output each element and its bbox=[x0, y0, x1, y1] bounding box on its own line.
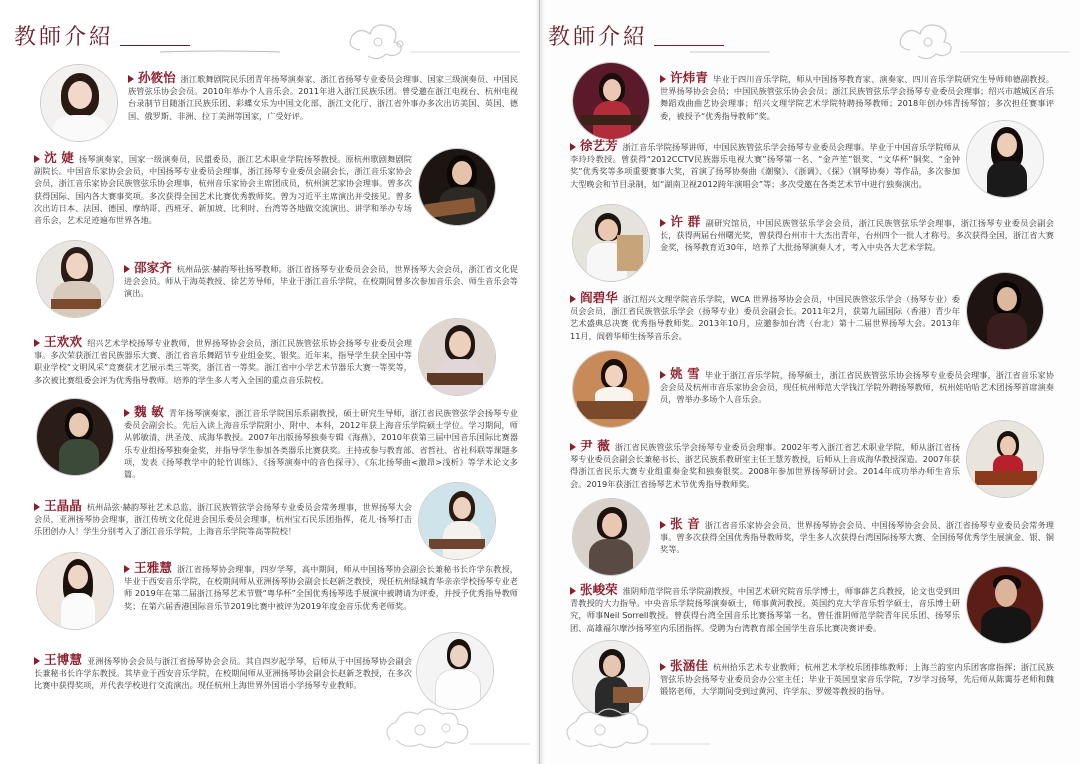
teacher-bio: 浙江音乐学院扬琴讲师，中国民族管弦乐学会扬琴专业委员会理事。毕业于中国音乐学院师从李玲玲教授。曾获得“2012CCTV民族器乐电视大赛”扬琴第一名、“金芦笙”银奖、“文华杯”铜奖、“金钟奖”优秀奖等多项重要赛事大奖，首演了扬琴协奏曲《潮聚》、《浙调》、《探》（钢琴协奏）等作品，多次参加大型晚会和节目录制，如“湖南卫视2012跨年演唱会”等；多次受邀在各类艺术节中进行独奏演出。 bbox=[570, 142, 960, 189]
teacher-photo bbox=[36, 552, 114, 630]
teacher-bio: 淮阴师范学院音乐学院副教授，中国艺术研究院音乐学博士，师事薛艺兵教授，论文也受到田青教授的大力指导。中央音乐学院扬琴演奏硕士，师事黄河教授。英国约克大学音乐哲学硕士，音乐博士研究，师事Neil Sorrell教授。曾获得台湾全国音乐比赛扬琴第一名，曾任淮阴师范学院青年民乐团、扬琴乐团、高雄福尔摩沙扬琴室内乐团指挥。受聘为台湾教育部全国学生音乐比赛决赛评委。 bbox=[570, 586, 960, 633]
teacher-name: 尹 薇 bbox=[580, 438, 610, 453]
teacher-bio: 毕业于四川音乐学院，师从中国扬琴教育家、演奏家、四川音乐学院研究生导师帅德副教授。世界扬琴协会会员；中国民族管弦乐协会会员；浙江民族管弦乐学会扬琴专业委员会理事；绍兴市越城区音乐舞蹈戏曲曲艺协会理事；绍兴文理学院艺术学院特聘扬琴教师；2018年创办炜青扬琴馆；多次担任赛事评委，被授予“优秀指导教师”奖。 bbox=[660, 74, 1054, 121]
teacher-name: 姚 雪 bbox=[670, 366, 700, 381]
teacher-bio: 绍兴艺术学校扬琴专业教师，世界扬琴协会会员，浙江民族管弦乐协会扬琴专业委员会理事。多次荣获浙江省民族器乐大赛、浙江省音乐舞蹈节专业组金奖、银奖。近年来，指导学生获全国中等职业学校“文明风采”竞赛获才艺展示类三等奖，浙江省一等奖。浙江省中小学艺术节器乐大赛一等奖等，多次被比赛组委会评为优秀指导教师。培养的学生多人考入全国的重点音乐院校。 bbox=[34, 338, 412, 385]
bullet-triangle-icon bbox=[570, 587, 576, 595]
bullet-triangle-icon bbox=[660, 663, 666, 671]
teacher-bio-block bbox=[660, 72, 1054, 122]
teacher-photo bbox=[572, 498, 650, 576]
teacher-bio-block bbox=[128, 72, 518, 122]
cloud-ornament-icon bbox=[380, 700, 530, 760]
teacher-name: 张峻荣 bbox=[580, 582, 618, 597]
teacher-bio-block bbox=[660, 660, 1054, 698]
teacher-bio: 浙江歌舞剧院民乐团青年扬琴演奏家、浙江省扬琴专业委员会理事、国家三级演奏员、中国民族管弦乐协会会员。2010年举办个人音乐会。2011年进入浙江民族乐团。曾受邀在浙江电视台、杭州电视台录制节目随浙江民族乐团、彩蝶女乐为中国文化部、浙江文化厅、浙江省外事办多次出访美国、英国、德国、俄罗斯、非洲、拉丁美洲等国家，广受好评。 bbox=[128, 74, 518, 121]
teacher-name: 孙筱怡 bbox=[138, 70, 176, 85]
teacher-photo bbox=[418, 482, 496, 560]
teacher-name: 许 群 bbox=[670, 214, 701, 229]
teacher-photo bbox=[966, 566, 1044, 644]
teacher-bio: 青年扬琴演奏家，浙江音乐学院国乐系副教授，硕士研究生导师，浙江省民族管弦学会扬琴专业委员会副会长。先后入读上海音乐学院附小、附中、本科，2012年获上海音乐学院硕士学位。学习期间，师从郭敏清、洪圣茂、成海华教授。2007年出版扬琴独奏专辑《海燕》，2010年获第三届中国音乐国际比赛器乐专业组扬琴独奏金奖，并指导学生参加各类器乐比赛获奖。主持或参与教育部、省哲社、省社科联等课题多项，发表《扬琴教学中的轮竹训练》、《扬琴演奏中的音色探寻》、《东北扬琴曲<激昂>浅析》等学术论文多篇。 bbox=[124, 408, 518, 480]
bullet-triangle-icon bbox=[124, 565, 130, 573]
teacher-bio: 毕业于浙江音乐学院，扬琴硕士，浙江省民族管弦乐协会扬琴专业委员会理事，浙江省音乐家协会会员及杭州市音乐家协会会员，现任杭州师范大学钱江学院外聘扬琴教师，杭州娃哈哈艺术团扬琴首席演奏员，曾举办多场个人音乐会。 bbox=[660, 370, 1054, 405]
right-page bbox=[540, 0, 1080, 764]
teacher-name: 阎碧华 bbox=[580, 290, 618, 305]
bullet-triangle-icon bbox=[660, 219, 666, 227]
teacher-bio: 浙江省民族管弦乐学会扬琴专业委员会理事。2002年考入浙江省艺术职业学院，师从浙江省扬琴专业委员会副会长兼秘书长、浙艺民族系教研室主任王慧芳教授，后师从上音成海华教授深造。2007年获得浙江省民乐大赛专业组重奏金奖和独奏银奖。2008年参加世界扬琴研讨会。2014年成功举办师生音乐会。2019年获浙江省扬琴艺术节优秀指导教师奖。 bbox=[570, 442, 960, 489]
bullet-triangle-icon bbox=[34, 503, 40, 511]
bullet-triangle-icon bbox=[570, 443, 576, 451]
bullet-triangle-icon bbox=[34, 657, 40, 665]
teacher-name: 王晶晶 bbox=[44, 498, 82, 513]
teacher-name: 王雅慧 bbox=[134, 560, 173, 575]
bullet-triangle-icon bbox=[660, 521, 666, 529]
teacher-photo bbox=[36, 398, 114, 476]
teacher-bio-block bbox=[660, 518, 1054, 556]
teacher-bio-block bbox=[570, 440, 960, 490]
teacher-bio: 亚洲扬琴协会会员与浙江省扬琴协会会员。其自四岁起学琴，后师从于中国扬琴协会副会长兼秘书长许学东教授。其毕业于西安音乐学院，在校期间师从亚洲扬琴协会副会长赵新芝教授，在多次比赛中获得奖项，并代表学校进行交流演出。现任杭州上海世界外国语小学扬琴专业教师。 bbox=[34, 656, 412, 691]
bullet-triangle-icon bbox=[34, 339, 40, 347]
teacher-bio: 浙江省扬琴协会理事，四岁学琴，高中期间，师从中国扬琴协会副会长兼秘书长许学东教授，毕业于西安音乐学院，在校期间师从亚洲扬琴协会副会长赵新芝教授，现任杭州绿城育华亲亲学校扬琴专业老师 2019年在第二届浙江扬琴艺术节暨“粤华杯”全国优秀扬琴选手展演中被聘请为评委，并授予优秀指导教师奖；在第六届香港国际音乐节2019比赛中被评为2019年度金音乐优秀老师奖。 bbox=[124, 564, 518, 611]
teacher-photo bbox=[36, 240, 114, 318]
teacher-photo bbox=[572, 204, 650, 282]
teacher-photo bbox=[418, 148, 496, 226]
teacher-name: 张 音 bbox=[670, 516, 700, 531]
page-title: 教師介紹 bbox=[14, 25, 115, 50]
teacher-bio: 扬琴演奏家，国家一级演奏员，民盟委员，浙江艺术职业学院扬琴教授。原杭州歌剧舞剧院副院长。中国音乐家协会会员，中国扬琴专业委员会理事，浙江扬琴专业委员会副会长，浙江音乐家协会会员，浙江音乐家协会民族管弦乐协会理事，杭州音乐家协会主席团成员，杭州演艺家协会理事。曾多次获得国际、国内各大赛事奖项。多次获得全国艺术比赛优秀教师奖。曾为习近平主席演出并受接见。曾多次出访日本、法国、德国、摩纳哥、西班牙、新加坡、比利时、台湾等各地做交流演出、讲学和举办专场音乐会，艺术足迹遍布世界各地。 bbox=[34, 154, 412, 226]
bullet-triangle-icon bbox=[660, 75, 666, 83]
cloud-ornament-icon bbox=[690, 22, 1070, 62]
bullet-triangle-icon bbox=[124, 265, 130, 273]
teacher-bio-block bbox=[660, 368, 1054, 406]
teacher-bio: 浙江省音乐家协会会员、世界扬琴协会会员、中国扬琴协会会员、浙江省扬琴专业委员会常务理事。曾多次获得全国优秀指导教师奖，学生多人次获得台湾国际扬琴大赛、全国扬琴优秀学生展演金、银、铜奖等。 bbox=[660, 520, 1054, 555]
bullet-triangle-icon bbox=[128, 75, 134, 83]
teacher-bio-block bbox=[570, 584, 960, 634]
page-title: 教師介紹 bbox=[548, 25, 649, 50]
teacher-photo bbox=[966, 120, 1044, 198]
teacher-bio: 副研究馆员，中国民族管弦乐学会会员，浙江民族管弦乐学会理事，浙江扬琴专业委员会副会长，获得两届台州曙光奖，曾获得台州市十大杰出青年，台州四个一批人才称号。多次获得全国，浙江省大赛金奖，扬琴教育近30年，培养了大批扬琴演奏人才，考入中央各大艺术学院。 bbox=[660, 218, 1054, 253]
teacher-photo bbox=[418, 318, 496, 396]
bullet-triangle-icon bbox=[660, 371, 666, 379]
teacher-bio-block bbox=[34, 152, 412, 226]
teacher-bio: 杭州品弦·赫韵琴社艺术总监，浙江民族管弦学会扬琴专业委员会常务理事，世界扬琴大会会员，亚洲扬琴协会理事，浙江传统文化促进会国乐委员会理事，杭州宝石民乐团指挥，花儿·扬琴打击乐团创办人！学生分别考入了浙江音乐学院，上海音乐学院等高等院校！ bbox=[34, 502, 412, 537]
teacher-bio-block bbox=[660, 216, 1054, 254]
teacher-name: 许炜青 bbox=[670, 70, 709, 85]
teacher-bio-block bbox=[124, 406, 518, 480]
teacher-photo bbox=[572, 62, 650, 140]
teacher-bio-block bbox=[124, 562, 518, 612]
teacher-photo bbox=[416, 632, 494, 710]
teacher-bio: 杭州拾乐艺术专业教师；杭州艺术学校乐团排练教师；上海兰韵室内乐团客席指挥；浙江民族管弦乐协会扬琴专业委员会办公室主任；毕业于英国皇家音乐学院，7岁学习扬琴，先后师从陈霭芬老师和魏锻铭老师，大学期间受到过黄河、许学东、罗媛等教授的指导。 bbox=[660, 662, 1054, 697]
teacher-name: 王欢欢 bbox=[44, 334, 83, 349]
teacher-name: 王博慧 bbox=[44, 652, 83, 667]
teacher-photo bbox=[572, 350, 650, 428]
bullet-triangle-icon bbox=[124, 409, 130, 417]
teacher-name: 邵家齐 bbox=[134, 260, 172, 275]
cloud-ornament-icon bbox=[160, 22, 520, 62]
teacher-bio-block bbox=[34, 500, 412, 538]
bullet-triangle-icon bbox=[570, 143, 576, 151]
teacher-photo bbox=[966, 272, 1044, 350]
bullet-triangle-icon bbox=[570, 295, 576, 303]
cloud-ornament-icon bbox=[550, 700, 710, 760]
teacher-bio: 浙江绍兴文理学院音乐学院，WCA 世界扬琴协会会员，中国民族管弦乐学会（扬琴专业）委员会会员，浙江省民族管弦乐学会（扬琴专业）委员会副会长。2011年2月，获第九届国际（香港）青少年艺术盛典总决赛 优秀指导教师奖。2013年10月，应邀参加台湾（台北）第十二届世界扬琴大会。2013年11月，阎碧华师生扬琴音乐会。 bbox=[570, 294, 960, 341]
teacher-bio: 杭州品弦·赫韵琴社扬琴教师。浙江省扬琴专业委员会会员，世界扬琴大会会员，浙江省文化促进会会员。师从于海英教授、徐艺芳导师，毕业于浙江音乐学院，在校期间曾多次参加音乐会、师生音乐会等演出。 bbox=[124, 264, 518, 299]
teacher-photo bbox=[40, 64, 118, 142]
teacher-bio-block bbox=[34, 654, 412, 692]
teacher-bio-block bbox=[570, 292, 960, 342]
teacher-bio-block bbox=[124, 262, 518, 300]
teacher-name: 徐艺芳 bbox=[580, 138, 618, 153]
teacher-bio-block bbox=[570, 140, 960, 190]
teacher-photo bbox=[966, 420, 1044, 498]
teacher-bio-block bbox=[34, 336, 412, 386]
teacher-name: 张涵佳 bbox=[670, 658, 709, 673]
teacher-name: 魏 敏 bbox=[134, 404, 164, 419]
teacher-name: 沈 婕 bbox=[44, 150, 74, 165]
bullet-triangle-icon bbox=[34, 155, 40, 163]
